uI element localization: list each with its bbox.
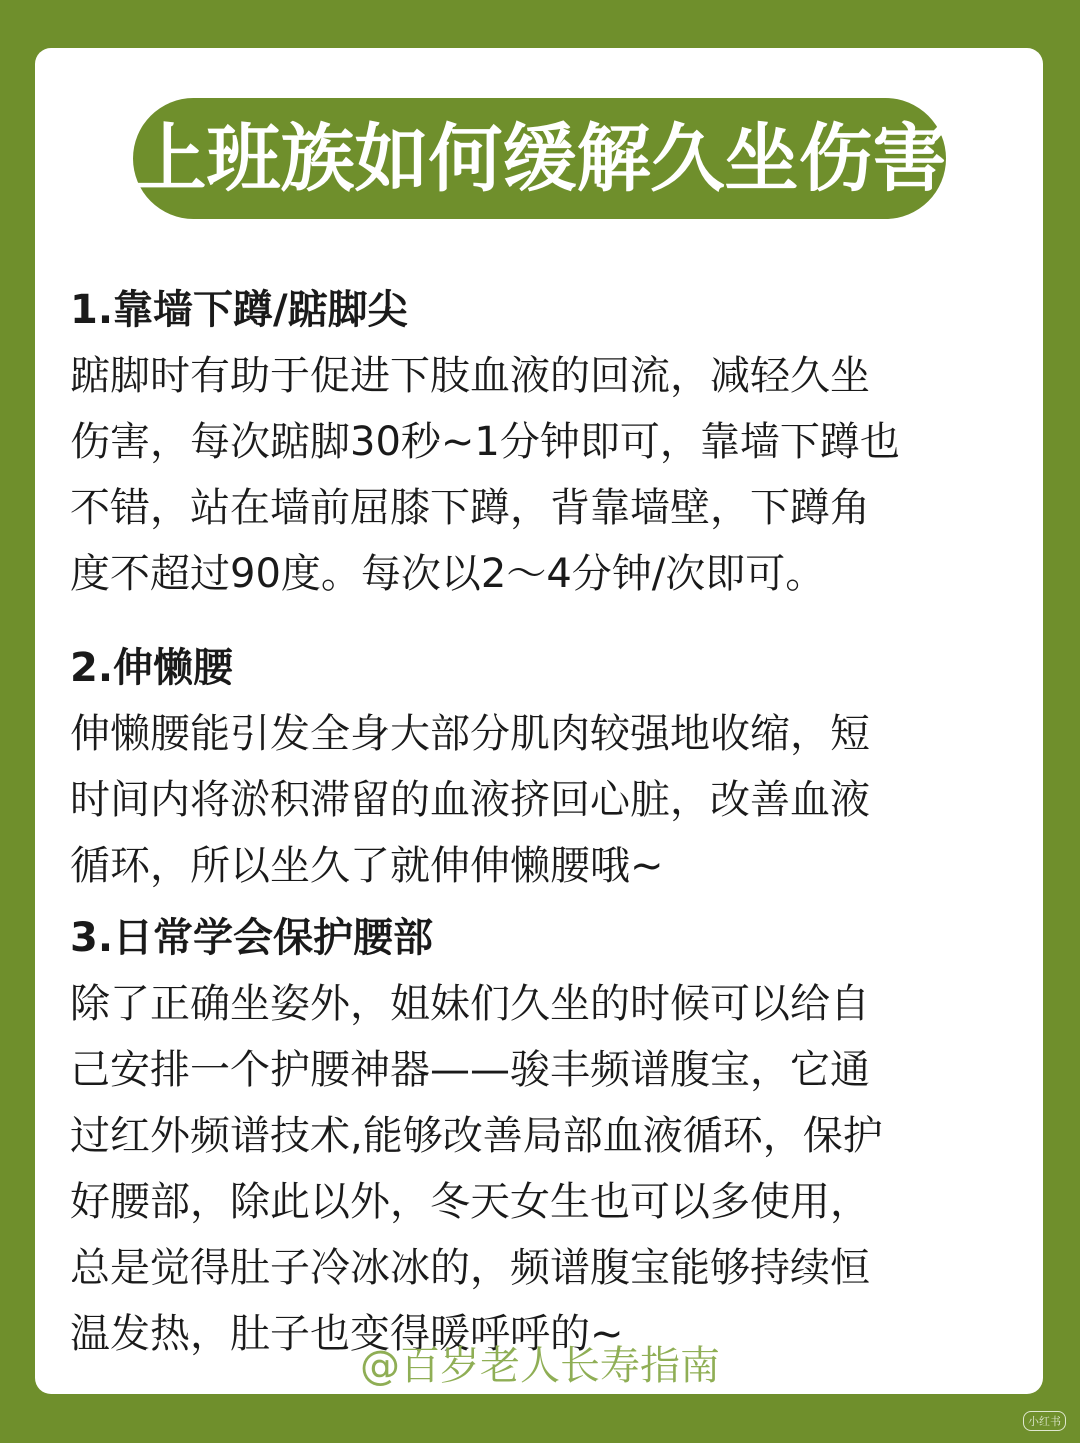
- section-line: 伸懒腰能引发全身大部分肌肉较强地收缩，短: [70, 711, 870, 757]
- section-1: [70, 285, 900, 607]
- section-line: 循环，所以坐久了就伸伸懒腰哦~: [70, 843, 664, 889]
- section-line: 过红外频谱技术,能够改善局部血液循环，保护: [70, 1113, 883, 1159]
- section-3: [70, 913, 883, 1367]
- section-2: [70, 643, 870, 899]
- section-line: 除了正确坐姿外，姐妹们久坐的时候可以给自: [70, 981, 870, 1027]
- section-heading: 2.伸懒腰: [70, 645, 234, 691]
- author-watermark: @百岁老人长寿指南: [360, 1343, 720, 1389]
- section-line: 己安排一个护腰神器——骏丰频谱腹宝，它通: [70, 1047, 870, 1093]
- section-line: 不错，站在墙前屈膝下蹲，背靠墙壁，下蹲角: [70, 485, 870, 531]
- section-line: 好腰部，除此以外，冬天女生也可以多使用，: [70, 1179, 870, 1225]
- content-card: [35, 48, 1043, 1394]
- section-line: 踮脚时有助于促进下肢血液的回流，减轻久坐: [70, 353, 870, 399]
- section-heading: 3.日常学会保护腰部: [70, 915, 434, 961]
- section-line: 度不超过90度。每次以2～4分钟/次即可。: [70, 551, 826, 597]
- title-banner: [133, 98, 946, 219]
- section-line: 时间内将淤积滞留的血液挤回心脏，改善血液: [70, 777, 870, 823]
- page-title: 上班族如何缓解久坐伤害: [132, 115, 947, 202]
- section-heading: 1.靠墙下蹲/踮脚尖: [70, 287, 408, 333]
- section-line: 温发热，肚子也变得暖呼呼的~: [70, 1311, 624, 1357]
- app-logo: 小红书: [1023, 1411, 1066, 1431]
- section-line: 总是觉得肚子冷冰冰的，频谱腹宝能够持续恒: [70, 1245, 870, 1291]
- section-line: 伤害，每次踮脚30秒~1分钟即可，靠墙下蹲也: [70, 419, 900, 465]
